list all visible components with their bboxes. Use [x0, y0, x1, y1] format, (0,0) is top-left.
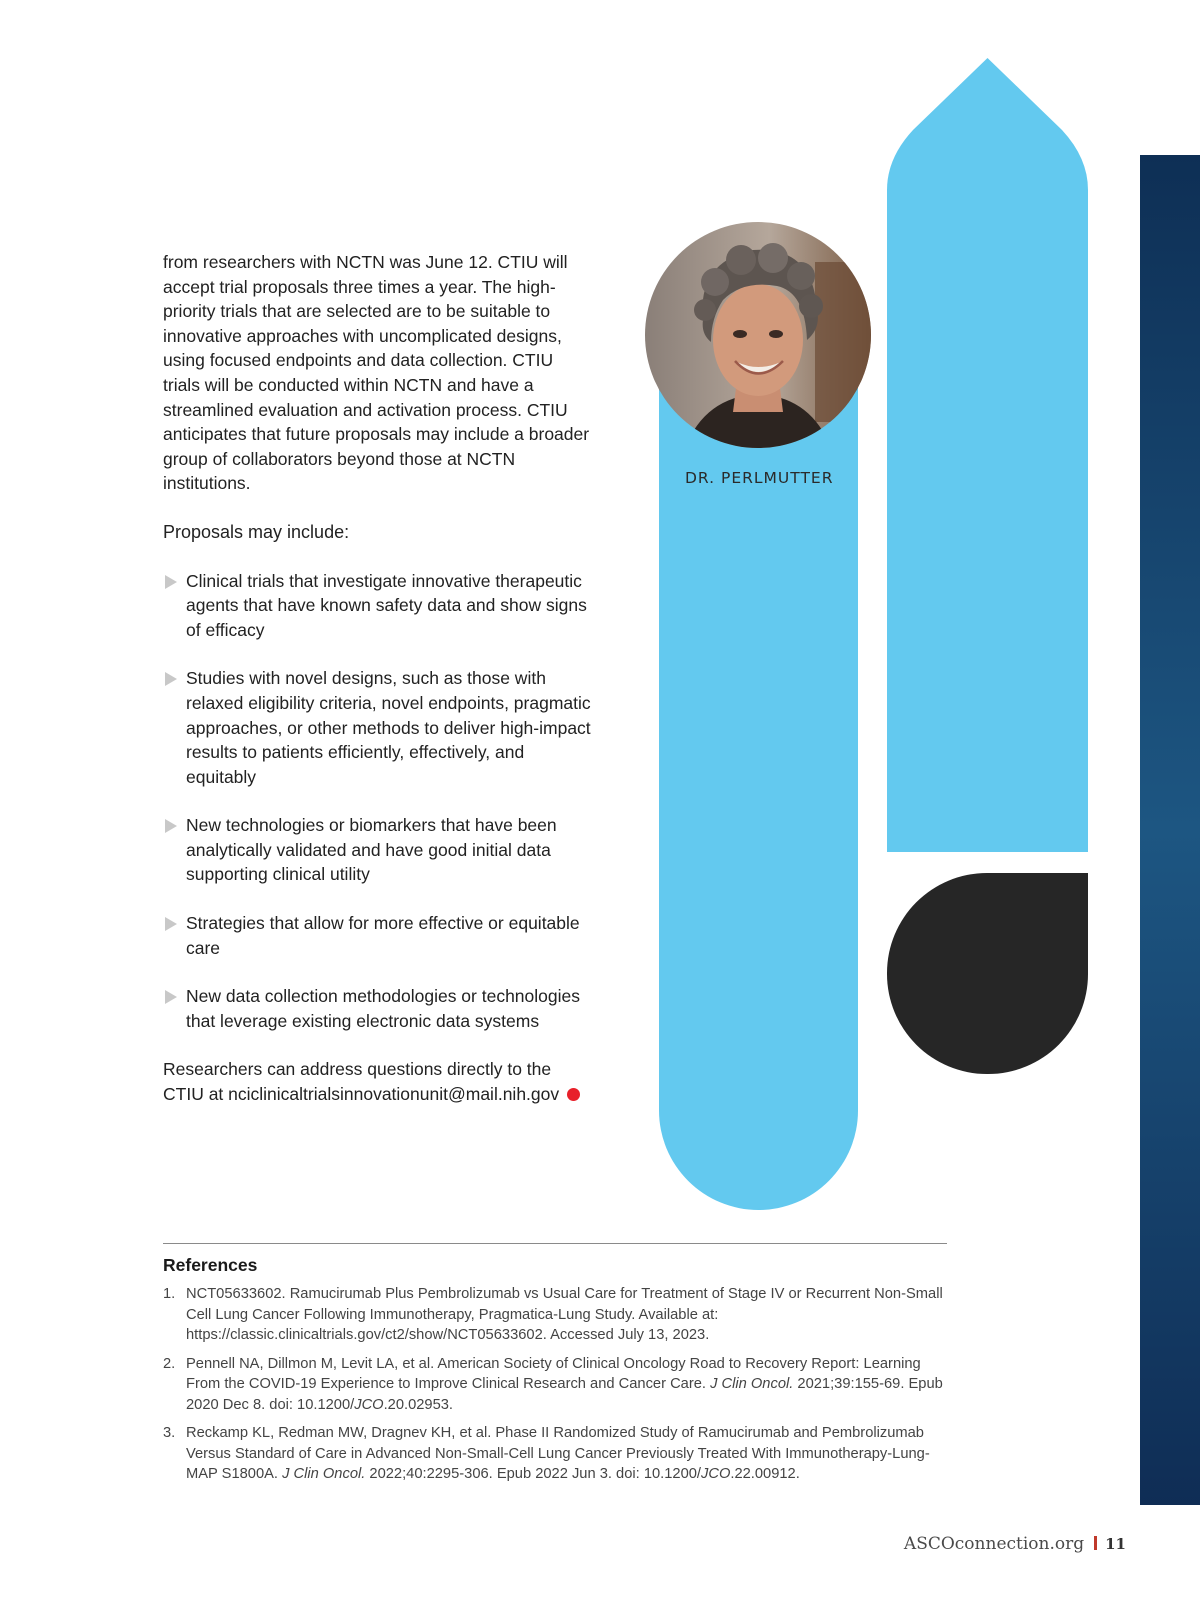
journal-name: J Clin Oncol.	[710, 1376, 794, 1392]
closing-text: Researchers can address questions directly to the CTIU at nciclinicaltrialsinnovationunit@mail.nih.gov	[163, 1059, 560, 1105]
proposals-lead-in: Proposals may include:	[163, 521, 350, 542]
list-item: New technologies or biomarkers that have been analytically validated and have good initial data supporting clinical utility	[163, 813, 593, 887]
references-divider	[163, 1243, 947, 1244]
reference-number: 1.	[163, 1286, 176, 1302]
list-item: Clinical trials that investigate innovative therapeutic agents that have known safety data and show signs of efficacy	[163, 569, 593, 643]
end-mark-icon	[567, 1088, 580, 1101]
reference-item: 1. NCT05633602. Ramucirumab Plus Pembrolizumab vs Usual Care for Treatment of Stage IV or Recurrent Non-Small Cell Lung Cancer Following Immunotherapy, Pragmatica-Lung Study. Available at: https://classic.clinicaltrials.gov/ct2/show/NCT05633602. Accessed July 13, 2023.	[163, 1286, 943, 1343]
reference-item: 2. Pennell NA, Dillmon M, Levit LA, et al. American Society of Clinical Oncology Road to Recovery Report: Learning From the COVID-19 Experience to Improve Clinical Research and Cancer Care. J Clin Oncol. 2021;39:155-69. Epub 2020 Dec 8. doi: 10.1200/JCO.20.02953.	[163, 1355, 943, 1413]
reference-number: 2.	[163, 1355, 176, 1372]
triangle-bullet-icon	[165, 575, 177, 589]
navy-side-band	[1140, 155, 1200, 1505]
list-item: Studies with novel designs, such as those with relaxed eligibility criteria, novel endpoints, pragmatic approaches, or other methods to deliver high-impact results to patients efficiently, effectively, and equitably	[163, 666, 593, 789]
reference-item: 3. Reckamp KL, Redman MW, Dragnev KH, et al. Phase II Randomized Study of Ramucirumab and Pembrolizumab Versus Standard of Care in Advanced Non-Small-Cell Lung Cancer Previously Treated With Immunotherapy-Lung-MAP S1800A. J Clin Oncol. 2022;40:2295-306. Epub 2022 Jun 3. doi: 10.1200/JCO.22.00912.	[163, 1425, 930, 1482]
blue-capsule-bar	[659, 325, 858, 1210]
journal-abbr: JCO	[701, 1466, 731, 1482]
portrait-photo	[645, 222, 871, 448]
references-section	[163, 1255, 949, 1493]
triangle-bullet-icon	[165, 819, 177, 833]
proposal-list	[163, 569, 593, 1034]
intro-paragraph: from researchers with NCTN was June 12. CTIU will accept trial proposals three times a year. The high-priority trials that are selected are to be suitable to innovative approaches with uncomplicated designs, using focused endpoints and data collection. CTIU trials will be conducted within NCTN and have a streamlined evaluation and activation process. CTIU anticipates that future proposals may include a broader group of collaborators beyond those at NCTN institutions.	[163, 252, 590, 494]
footer-separator	[1094, 1536, 1097, 1550]
reference-number: 3.	[163, 1425, 176, 1441]
site-url: ASCOconnection.org	[903, 1534, 1085, 1554]
triangle-bullet-icon	[165, 672, 177, 686]
page-footer	[904, 1534, 1126, 1554]
references-list	[163, 1284, 949, 1485]
triangle-bullet-icon	[165, 917, 177, 931]
photo-caption: DR. PERLMUTTER	[685, 469, 834, 487]
triangle-bullet-icon	[165, 990, 177, 1004]
list-item: Strategies that allow for more effective or equitable care	[163, 911, 593, 960]
journal-abbr: JCO	[354, 1396, 384, 1413]
main-text-column	[163, 250, 593, 1107]
blue-pencil-shape	[887, 58, 1088, 852]
closing-paragraph	[163, 1057, 593, 1106]
page-number: 11	[1105, 1535, 1126, 1553]
references-heading: References	[163, 1255, 258, 1275]
dark-drop-shape	[887, 873, 1088, 1074]
journal-name: J Clin Oncol.	[282, 1466, 366, 1482]
list-item: New data collection methodologies or technologies that leverage existing electronic data systems	[163, 984, 593, 1033]
